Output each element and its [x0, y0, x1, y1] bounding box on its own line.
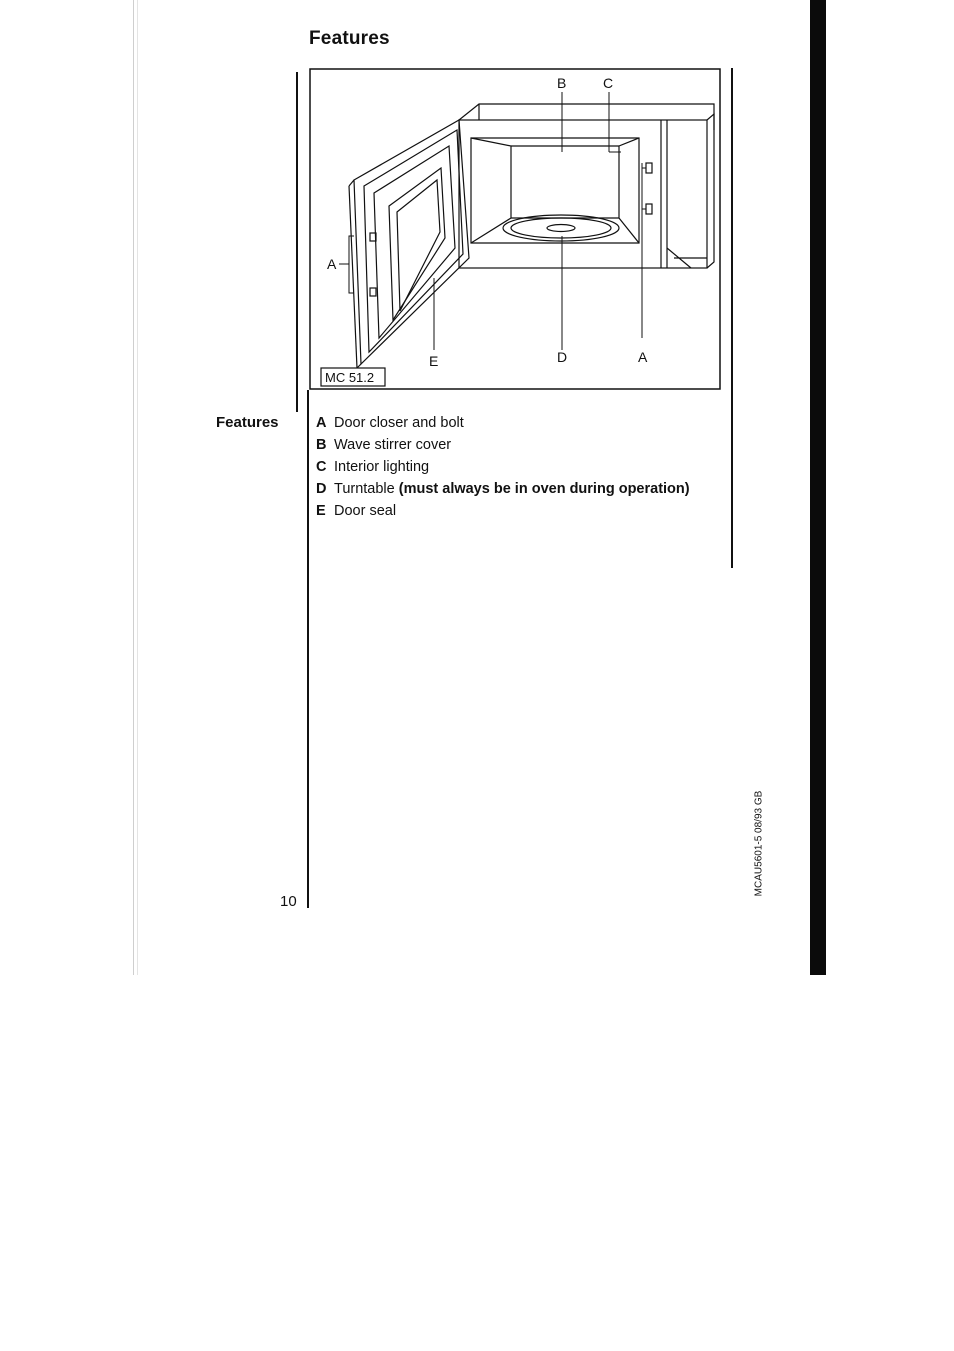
left-rule-lower	[307, 390, 309, 908]
legend-key: C	[316, 459, 327, 475]
legend-text: Door closer and bolt	[334, 415, 464, 431]
legend-key: D	[316, 481, 327, 497]
page-edge-bar	[810, 0, 826, 975]
scan-edge-line	[137, 0, 138, 975]
left-rule-upper	[296, 72, 298, 412]
legend-key: A	[316, 415, 327, 431]
callout-b: B	[557, 75, 567, 91]
legend-item	[316, 434, 690, 456]
page-number: 10	[280, 893, 297, 910]
legend-item	[316, 500, 690, 522]
microwave-diagram	[309, 68, 721, 392]
document-code: MCAU5601-5 08/93 GB	[753, 790, 765, 897]
callout-e: E	[429, 353, 439, 369]
callout-d: D	[557, 349, 568, 365]
feature-legend	[316, 412, 690, 522]
legend-key: E	[316, 503, 326, 519]
legend-item	[316, 478, 690, 500]
legend-item	[316, 412, 690, 434]
legend-text: Wave stirrer cover	[334, 437, 452, 453]
right-rule	[731, 68, 733, 568]
callout-c: C	[603, 75, 614, 91]
page-title: Features	[309, 28, 390, 49]
callout-a-right: A	[638, 349, 648, 365]
callout-a-left: A	[327, 256, 337, 272]
model-tag: MC 51.2	[325, 370, 375, 385]
side-heading: Features	[216, 414, 279, 431]
legend-text: Door seal	[334, 503, 397, 519]
legend-text: Interior lighting	[334, 459, 430, 475]
legend-emphasis: (must always be in oven during operation)	[398, 481, 690, 497]
figure-frame	[310, 69, 720, 389]
scan-edge-line	[133, 0, 134, 975]
legend-item	[316, 456, 690, 478]
legend-key: B	[316, 437, 327, 453]
legend-text: Turntable	[334, 481, 395, 497]
